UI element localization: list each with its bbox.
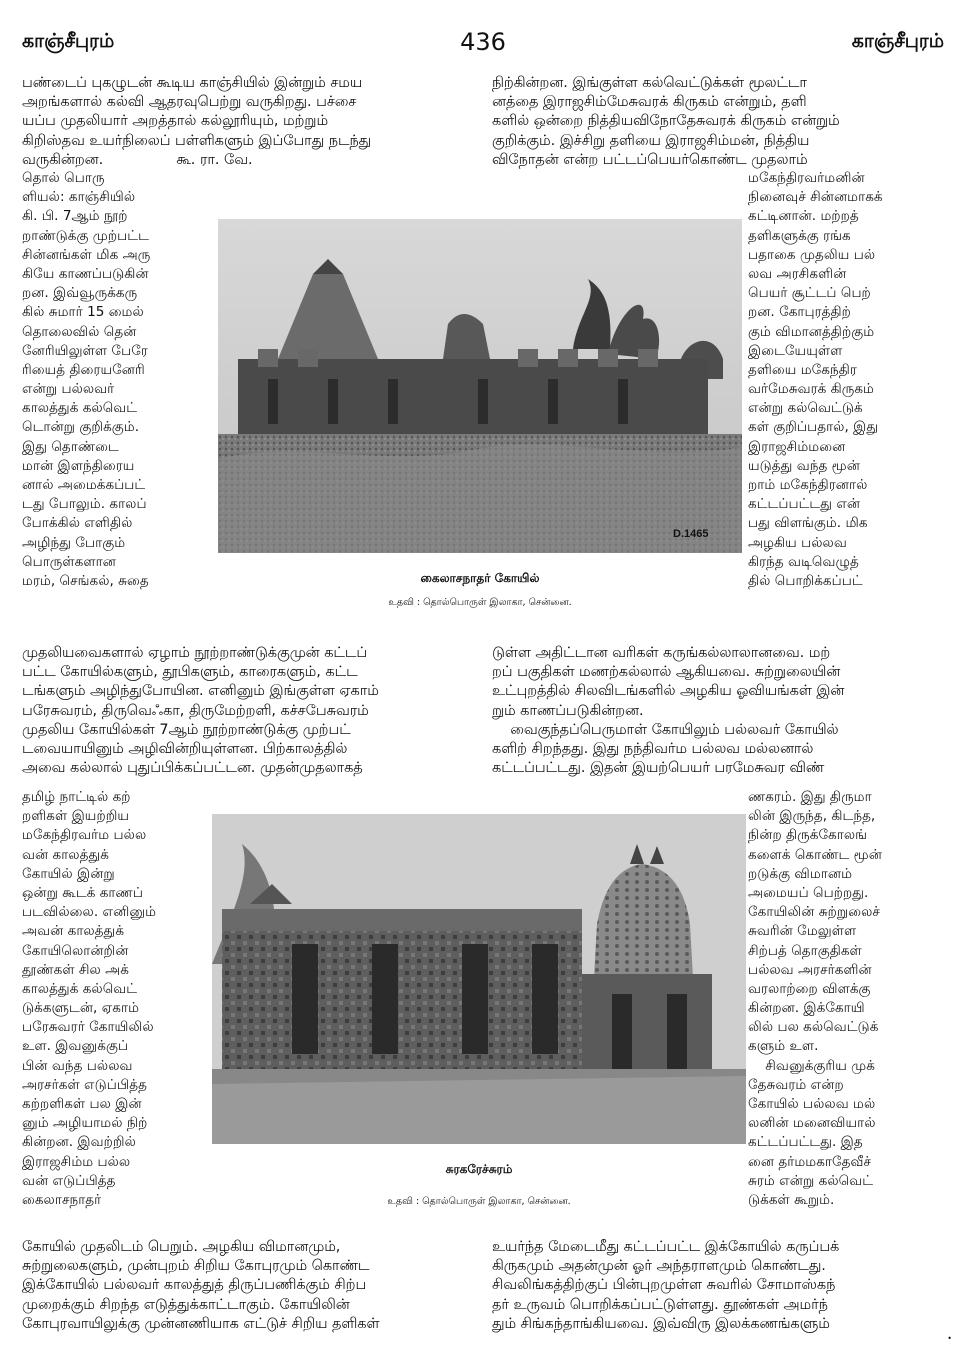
text-line: றப் பகுதிகள் மணற்கல்லால் ஆகியவை. சுற்றுலையின் bbox=[492, 664, 841, 681]
text-line: னும் அழியாமல் நிற் bbox=[22, 1115, 148, 1132]
text-line: அவை கல்லால் புதுப்பிக்கப்பட்டன. முதன்முதலாகத் bbox=[22, 760, 363, 777]
text-line: பட்ட கோயில்களும், தூபிகளும், காரைகளும், கட்ட bbox=[22, 664, 358, 681]
text-line: டவையாயினும் அழிவின்றியுள்ளன. பிற்காலத்தில் bbox=[22, 740, 348, 757]
text-line: யப்ப முதலியார் அறத்தால் கல்லூரியும், மற்றும் bbox=[22, 113, 329, 130]
intro-right-paragraph bbox=[492, 74, 950, 174]
text-line: அவன் காலத்துக் bbox=[22, 923, 125, 940]
text-line: றளிகள் இயற்றிய bbox=[22, 808, 130, 825]
text-line: ணகரம். இது திருமா bbox=[748, 789, 872, 805]
bottom-right-paragraph bbox=[492, 1238, 950, 1338]
text-line: கி. பி. 7ஆம் நூற் bbox=[22, 208, 128, 225]
text-line: நிற்கின்றன. இங்குள்ள கல்வெட்டுக்கள் மூலட்டா bbox=[492, 75, 807, 91]
text-line: லவ அரசிகளின் bbox=[748, 265, 847, 282]
text-line: களைக் கொண்ட மூன் bbox=[748, 846, 882, 863]
text-line: டுக்கள் கூறும். bbox=[748, 1191, 835, 1208]
text-line: மரம், செங்கல், சுதை bbox=[22, 572, 149, 589]
text-line: பதாகை முதலிய பல் bbox=[748, 246, 876, 263]
text-line: போக்கில் எளிதில் bbox=[22, 515, 133, 532]
text-line: அழிந்து போகும் bbox=[22, 534, 126, 551]
text-line: சின்னங்கள் மிக அரு bbox=[22, 246, 151, 263]
text-line: கட்டப்பட்டது. இத bbox=[748, 1134, 863, 1151]
text-line: தர் உருவம் பொறிக்கப்பட்டுள்ளது. தூண்கள் அமர்ந் bbox=[492, 1296, 828, 1313]
text-line: றாண்டுக்கு முற்பட்ட bbox=[22, 227, 149, 244]
text-line: இராஜசிம்மனை bbox=[748, 438, 846, 455]
text-line: தமிழ் நாட்டில் கற் bbox=[22, 789, 131, 805]
kailasanathar-temple-photo bbox=[218, 219, 742, 553]
text-line: கோயில் இன்று bbox=[22, 865, 115, 882]
text-line: கிரந்த வடிவெழுத் bbox=[748, 553, 859, 570]
text-line: அமையப் பெற்றது. bbox=[748, 884, 869, 901]
text-line: றடுக்கு விமானம் bbox=[748, 865, 853, 882]
text-line: ஒன்று கூடக் காணப் bbox=[22, 884, 143, 901]
text-line: றன. இவ்வூருக்கரு bbox=[22, 285, 138, 302]
text-line: என்று கல்வெட்டுக் bbox=[748, 400, 863, 417]
mid-left-paragraph bbox=[22, 644, 482, 780]
text-line: டொன்று குறிக்கும். bbox=[22, 419, 140, 436]
corner-mark: • bbox=[947, 1334, 952, 1343]
text-line: கிறிஸ்தவ உயர்நிலைப் பள்ளிகளும் இப்போது நடந்து bbox=[22, 132, 372, 149]
text-line: றாம் மகேந்திரனால் bbox=[748, 477, 868, 493]
text-line: டுக்களுடன், ஏகாம் bbox=[22, 1000, 140, 1017]
running-head-right: காஞ்சீபுரம் bbox=[851, 30, 944, 52]
bottom-left-paragraph bbox=[22, 1238, 484, 1338]
text-line: களில் ஒன்றை நித்தியவிநோதேசுவரக் கிருகம் என்றும் bbox=[492, 113, 840, 130]
text-line: உட்புறத்தில் சிலவிடங்களில் அழகிய ஓவியங்கள் இன் bbox=[492, 683, 845, 700]
text-line: டங்களும் அழிந்துபோயின. எனினும் இங்குள்ள ஏகாம் bbox=[22, 683, 379, 700]
running-head-left: காஞ்சீபுரம் bbox=[22, 30, 115, 52]
text-line: கோயில் முதலிடம் பெறும். அழகிய விமானமும், bbox=[22, 1239, 341, 1255]
text-line: வரலாற்றை விளக்கு bbox=[748, 980, 871, 997]
text-line: கோயில் பல்லவ மல் bbox=[748, 1096, 876, 1112]
text-line: தில் பொறிக்கப்பட் bbox=[748, 572, 863, 589]
text-line: சுவரின் மேலுள்ள bbox=[748, 923, 857, 940]
figure-1-credit: உதவி : தொல்பொருள் இலாகா, சென்னை. bbox=[388, 597, 572, 608]
text-line: கில் சுமார் 15 மைல் bbox=[22, 304, 144, 321]
text-line: வைகுந்தப்பெருமாள் கோயிலும் பல்லவர் கோயில் bbox=[492, 721, 839, 738]
text-line: னேரியிலுள்ள பேரே bbox=[22, 342, 148, 359]
text-line: சிவனுக்குரிய முக் bbox=[748, 1057, 875, 1074]
text-line: இராஜசிம்ம பல்ல bbox=[22, 1153, 131, 1170]
text-line: காலத்துக் கல்வெட் bbox=[22, 400, 138, 417]
surakareswaram-temple-photo bbox=[212, 814, 746, 1144]
text-line: லின் இருந்த, கிடந்த, bbox=[748, 808, 876, 825]
text-line: அறங்களால் கல்வி ஆதரவுபெற்று வருகிறது. பச்சை bbox=[22, 94, 357, 111]
text-line: தொலைவில் தென் bbox=[22, 323, 137, 340]
text-line: னால் அமைக்கப்பட் bbox=[22, 477, 146, 493]
text-line: பரேசுவரர் கோயிலில் bbox=[22, 1019, 154, 1036]
figure-1-caption: கைலாசநாதர் கோயில் bbox=[420, 571, 540, 585]
text-line: றன. கோபுரத்திற் bbox=[748, 304, 851, 321]
text-line: வன் எடுப்பித்த bbox=[22, 1172, 116, 1189]
mid-right-paragraph bbox=[492, 644, 950, 780]
text-line: கோபுரவாயிலுக்கு முன்னணியாக எட்டுச் சிறிய தளிகள் bbox=[22, 1315, 380, 1332]
figure-2-credit: உதவி : தொல்பொருள் இலாகா, சென்னை. bbox=[387, 1196, 571, 1207]
text-line: கின்றன. இவற்றில் bbox=[22, 1134, 136, 1151]
text-line: டுள்ள அதிட்டான வரிகள் கருங்கல்லாலானவை. மற் bbox=[492, 645, 831, 661]
text-line: படவில்லை. எனினும் bbox=[22, 904, 157, 921]
right-column-1 bbox=[748, 169, 948, 593]
text-line: லனின் மனைவியால் bbox=[748, 1115, 876, 1132]
text-line: வருகின்றன. கூ. ரா. வே. bbox=[22, 151, 253, 168]
text-line: கட்டப்பட்டது என் bbox=[748, 496, 861, 513]
text-line: தளியை மகேந்திர bbox=[748, 361, 857, 378]
text-line: பல்லவ அரசர்களின் bbox=[748, 961, 872, 978]
text-line: மகேந்திரவர்மனின் bbox=[748, 170, 865, 186]
text-line: பெயர் சூட்டப் பெற் bbox=[748, 285, 871, 302]
page-number: 436 bbox=[460, 28, 506, 56]
text-line: சுரம் என்று கல்வெட் bbox=[748, 1172, 874, 1189]
text-line: கோயிலின் சுற்றுலைச் bbox=[748, 904, 880, 921]
text-line: குறிக்கும். இச்சிறு தளியை இராஜசிம்மன், நித்திய bbox=[492, 132, 810, 149]
text-line: அழகிய பல்லவ bbox=[748, 534, 847, 551]
text-line: காலத்துக் கல்வெட் bbox=[22, 980, 138, 997]
right-column-2 bbox=[748, 788, 948, 1240]
text-line: கற்றளிகள் பல இன் bbox=[22, 1096, 142, 1112]
temple-photo-illustration-1 bbox=[218, 219, 742, 553]
text-line: பது விளங்கும். மிக bbox=[748, 515, 868, 532]
text-line: ரியைத் திரையனேரி bbox=[22, 361, 145, 378]
text-line: நினைவுச் சின்னமாகக் bbox=[748, 189, 883, 206]
text-line: சுற்றுலைகளும், முன்புறம் சிறிய கோபுரமும் கொண்ட bbox=[22, 1258, 370, 1275]
text-line: பின் வந்த பல்லவ bbox=[22, 1057, 133, 1074]
left-column-1 bbox=[22, 169, 216, 593]
text-line: பண்டைப் புகழுடன் கூடிய காஞ்சியில் இன்றும் சமய bbox=[22, 75, 363, 91]
text-line: வன் காலத்துக் bbox=[22, 846, 109, 863]
text-line: முறைக்கும் சிறந்த எடுத்துக்காட்டாகும். கோயிலின் bbox=[22, 1296, 350, 1313]
text-line: லில் பல கல்வெட்டுக் bbox=[748, 1019, 879, 1036]
text-line: யடுத்து வந்த மூன் bbox=[748, 457, 860, 474]
text-line: கியே காணப்படுகின் bbox=[22, 265, 149, 282]
left-column-2 bbox=[22, 788, 216, 1240]
text-line: கின்றன. இக்கோயி bbox=[748, 1000, 865, 1017]
text-line: இது தொண்டை bbox=[22, 438, 119, 455]
text-line: கோயிலொன்றின் bbox=[22, 942, 129, 959]
text-line: முதலியவைகளால் ஏழாம் நூற்றாண்டுக்குமுன் கட்டப் bbox=[22, 645, 368, 661]
photo-catalogue-mark: D.1465 bbox=[673, 528, 709, 540]
text-line: உள. இவனுக்குப் bbox=[22, 1038, 129, 1055]
text-line: வர்மேசுவரக் கிருகம் bbox=[748, 381, 874, 398]
text-line: தளிகளுக்கு ரங்க bbox=[748, 227, 851, 244]
figure-2-caption: சுரகரேச்சுரம் bbox=[445, 1162, 513, 1176]
text-line: தொல் பொரு bbox=[22, 170, 105, 186]
text-line: மகேந்திரவர்ம பல்ல bbox=[22, 827, 147, 844]
text-line: கிருகமும் அதன்முன் ஓர் அந்தராளமும் கொண்டது. bbox=[492, 1258, 826, 1275]
text-line: அரசர்கள் எடுப்பித்த bbox=[22, 1076, 148, 1093]
text-line: கைலாசநாதர் bbox=[22, 1191, 102, 1208]
text-line: கும் விமானத்திற்கும் bbox=[748, 323, 875, 340]
intro-left-paragraph bbox=[22, 74, 484, 174]
text-line: களிற் சிறந்தது. இது நந்திவர்ம பல்லவ மல்லனால் bbox=[492, 740, 814, 757]
text-line: கட்டப்பட்டது. இதன் இயற்பெயர் பரமேசுவர விண் bbox=[492, 760, 825, 777]
text-line: நின்ற திருக்கோலங் bbox=[748, 827, 868, 844]
text-line: தும் சிங்கந்தாங்கியவை. இவ்விரு இலக்கணங்களும் bbox=[492, 1315, 830, 1332]
temple-photo-illustration-2 bbox=[212, 814, 746, 1144]
text-line: களும் உள. bbox=[748, 1038, 819, 1055]
text-line: பொருள்களான bbox=[22, 553, 116, 570]
text-line: மான் இளந்திரைய bbox=[22, 457, 135, 474]
text-line: கட்டினான். மற்றத் bbox=[748, 208, 859, 225]
text-line: தேசுவரம் என்ற bbox=[748, 1076, 844, 1093]
text-line: இடையேயுள்ள bbox=[748, 342, 843, 359]
text-line: கள் குறிப்பதால், இது bbox=[748, 419, 879, 436]
text-line: என்று பல்லவர் bbox=[22, 381, 115, 398]
text-line: னை தர்மமகாதேவீச் bbox=[748, 1153, 872, 1170]
text-line: ளியல்: காஞ்சியில் bbox=[22, 189, 136, 206]
text-line: றும் காணப்படுகின்றன. bbox=[492, 702, 644, 719]
text-line: இக்கோயில் பல்லவர் காலத்துத் திருப்பணிக்கும் சிற்ப bbox=[22, 1277, 367, 1294]
text-line: உயர்ந்த மேடைமீது கட்டப்பட்ட இக்கோயில் கருப்பக் bbox=[492, 1239, 840, 1255]
text-line: னத்தை இராஜசிம்மேசுவரக் கிருகம் என்றும், தளி bbox=[492, 94, 807, 111]
text-line: டது போலும். காலப் bbox=[22, 496, 147, 513]
text-line: பரேசுவரம், திருவெஃகா, திருமேற்றளி, கச்சபேசுவரம் bbox=[22, 702, 369, 719]
text-line: முதலிய கோயில்கள் 7ஆம் நூற்றாண்டுக்கு முற்பட் bbox=[22, 721, 351, 738]
text-line: விநோதன் என்ற பட்டப்பெயர்கொண்ட முதலாம் bbox=[492, 151, 808, 168]
text-line: தூண்கள் சில அக் bbox=[22, 961, 129, 978]
text-line: சிவலிங்கத்திற்குப் பின்புறமுள்ள சுவரில் சோமாஸ்கந் bbox=[492, 1277, 836, 1294]
text-line: சிற்பத் தொகுதிகள் bbox=[748, 942, 862, 959]
